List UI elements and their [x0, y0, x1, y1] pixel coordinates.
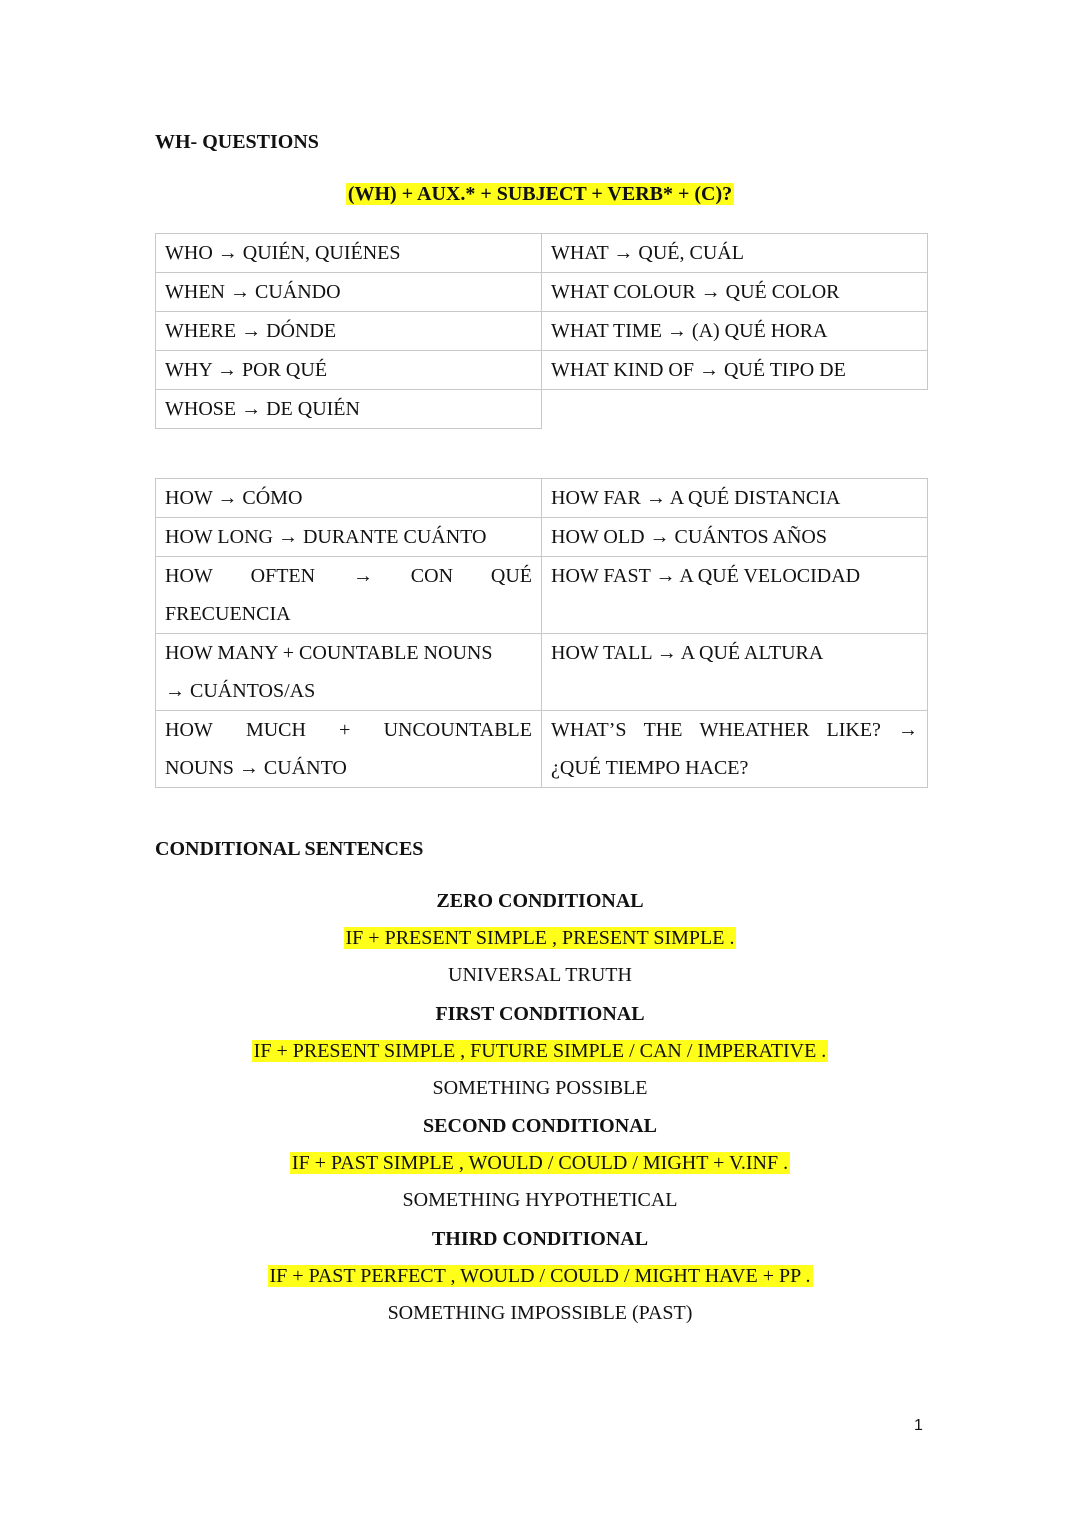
- cell-line: HOW MANY + COUNTABLE NOUNS: [165, 642, 493, 664]
- formula-highlight: IF + PRESENT SIMPLE , FUTURE SIMPLE / CAN / IMPERATIVE .: [253, 1040, 827, 1062]
- table-cell: [156, 711, 542, 788]
- table-cell: [542, 711, 928, 788]
- table-row: [156, 557, 928, 634]
- word: MUCH: [245, 719, 306, 741]
- zero-conditional-formula: [0, 926, 1080, 950]
- word: HOW: [165, 565, 213, 587]
- table-row: [156, 390, 928, 429]
- table-cell: HOW → CÓMO: [156, 479, 542, 518]
- word: QUÉ: [490, 565, 532, 587]
- table-cell: WHO → QUIÉN, QUIÉNES: [156, 234, 542, 273]
- table-row: [156, 518, 928, 557]
- first-conditional-title: FIRST CONDITIONAL: [435, 1003, 645, 1025]
- table-cell: WHAT → QUÉ, CUÁL: [542, 234, 928, 273]
- table-cell-empty: [542, 390, 928, 429]
- table-cell: [156, 557, 542, 634]
- table-cell: [156, 634, 542, 711]
- word: UNCOUNTABLE: [383, 719, 532, 741]
- word: →: [352, 565, 373, 587]
- table-cell: HOW FAR → A QUÉ DISTANCIA: [542, 479, 928, 518]
- table-cell: WHAT TIME → (A) QUÉ HORA: [542, 312, 928, 351]
- table-row: [156, 711, 928, 788]
- word: THE: [643, 719, 683, 741]
- table-cell: HOW TALL → A QUÉ ALTURA: [542, 634, 928, 711]
- table-cell: HOW OLD → CUÁNTOS AÑOS: [542, 518, 928, 557]
- table-cell: WHOSE → DE QUIÉN: [156, 390, 542, 429]
- table-row: [156, 273, 928, 312]
- word: →: [897, 719, 918, 741]
- table-row: [156, 634, 928, 711]
- justified-line: [165, 711, 532, 749]
- table-cell: WHAT KIND OF → QUÉ TIPO DE: [542, 351, 928, 390]
- second-conditional-title: SECOND CONDITIONAL: [423, 1115, 657, 1137]
- third-conditional-title: THIRD CONDITIONAL: [431, 1228, 649, 1250]
- conditional-heading: CONDITIONAL SENTENCES: [155, 838, 424, 860]
- justified-line: [165, 557, 532, 595]
- first-conditional-formula: [0, 1039, 1080, 1063]
- first-conditional-use: SOMETHING POSSIBLE: [432, 1077, 648, 1099]
- table-row: [156, 351, 928, 390]
- table-cell: WHEN → CUÁNDO: [156, 273, 542, 312]
- cell-continuation: ¿QUÉ TIEMPO HACE?: [551, 757, 749, 779]
- table-row: [156, 312, 928, 351]
- table-row: [156, 234, 928, 273]
- third-conditional-use: SOMETHING IMPOSSIBLE (PAST): [387, 1302, 693, 1324]
- wh-formula-text: (WH) + AUX.* + SUBJECT + VERB* + (C)?: [347, 183, 733, 205]
- justified-line: [551, 711, 918, 749]
- wh-table-2: [155, 478, 928, 788]
- table-cell: WHERE → DÓNDE: [156, 312, 542, 351]
- word: CON: [410, 565, 454, 587]
- zero-conditional-use: UNIVERSAL TRUTH: [448, 964, 632, 986]
- formula-highlight: IF + PRESENT SIMPLE , PRESENT SIMPLE .: [345, 927, 735, 949]
- cell-line: → CUÁNTOS/AS: [165, 680, 316, 702]
- wh-formula: [0, 182, 1080, 206]
- formula-highlight: IF + PAST SIMPLE , WOULD / COULD / MIGHT + V.INF .: [291, 1152, 789, 1174]
- table-cell: WHY → POR QUÉ: [156, 351, 542, 390]
- table-row: [156, 479, 928, 518]
- formula-highlight: IF + PAST PERFECT , WOULD / COULD / MIGHT HAVE + PP .: [269, 1265, 811, 1287]
- cell-continuation: FRECUENCIA: [165, 603, 291, 625]
- second-conditional-formula: [0, 1151, 1080, 1175]
- word: WHAT’S: [551, 719, 627, 741]
- table-cell: HOW FAST → A QUÉ VELOCIDAD: [542, 557, 928, 634]
- wh-table-1: [155, 233, 928, 429]
- page-number: 1: [914, 1417, 923, 1434]
- third-conditional-formula: [0, 1264, 1080, 1288]
- word: LIKE?: [826, 719, 881, 741]
- wh-questions-heading: WH- QUESTIONS: [155, 131, 319, 153]
- table-cell: WHAT COLOUR → QUÉ COLOR: [542, 273, 928, 312]
- word: OFTEN: [250, 565, 316, 587]
- cell-continuation: NOUNS → CUÁNTO: [165, 757, 347, 779]
- table-cell: HOW LONG → DURANTE CUÁNTO: [156, 518, 542, 557]
- word: WHEATHER: [699, 719, 810, 741]
- word: +: [339, 719, 351, 741]
- word: HOW: [165, 719, 213, 741]
- zero-conditional-title: ZERO CONDITIONAL: [436, 890, 644, 912]
- second-conditional-use: SOMETHING HYPOTHETICAL: [402, 1189, 678, 1211]
